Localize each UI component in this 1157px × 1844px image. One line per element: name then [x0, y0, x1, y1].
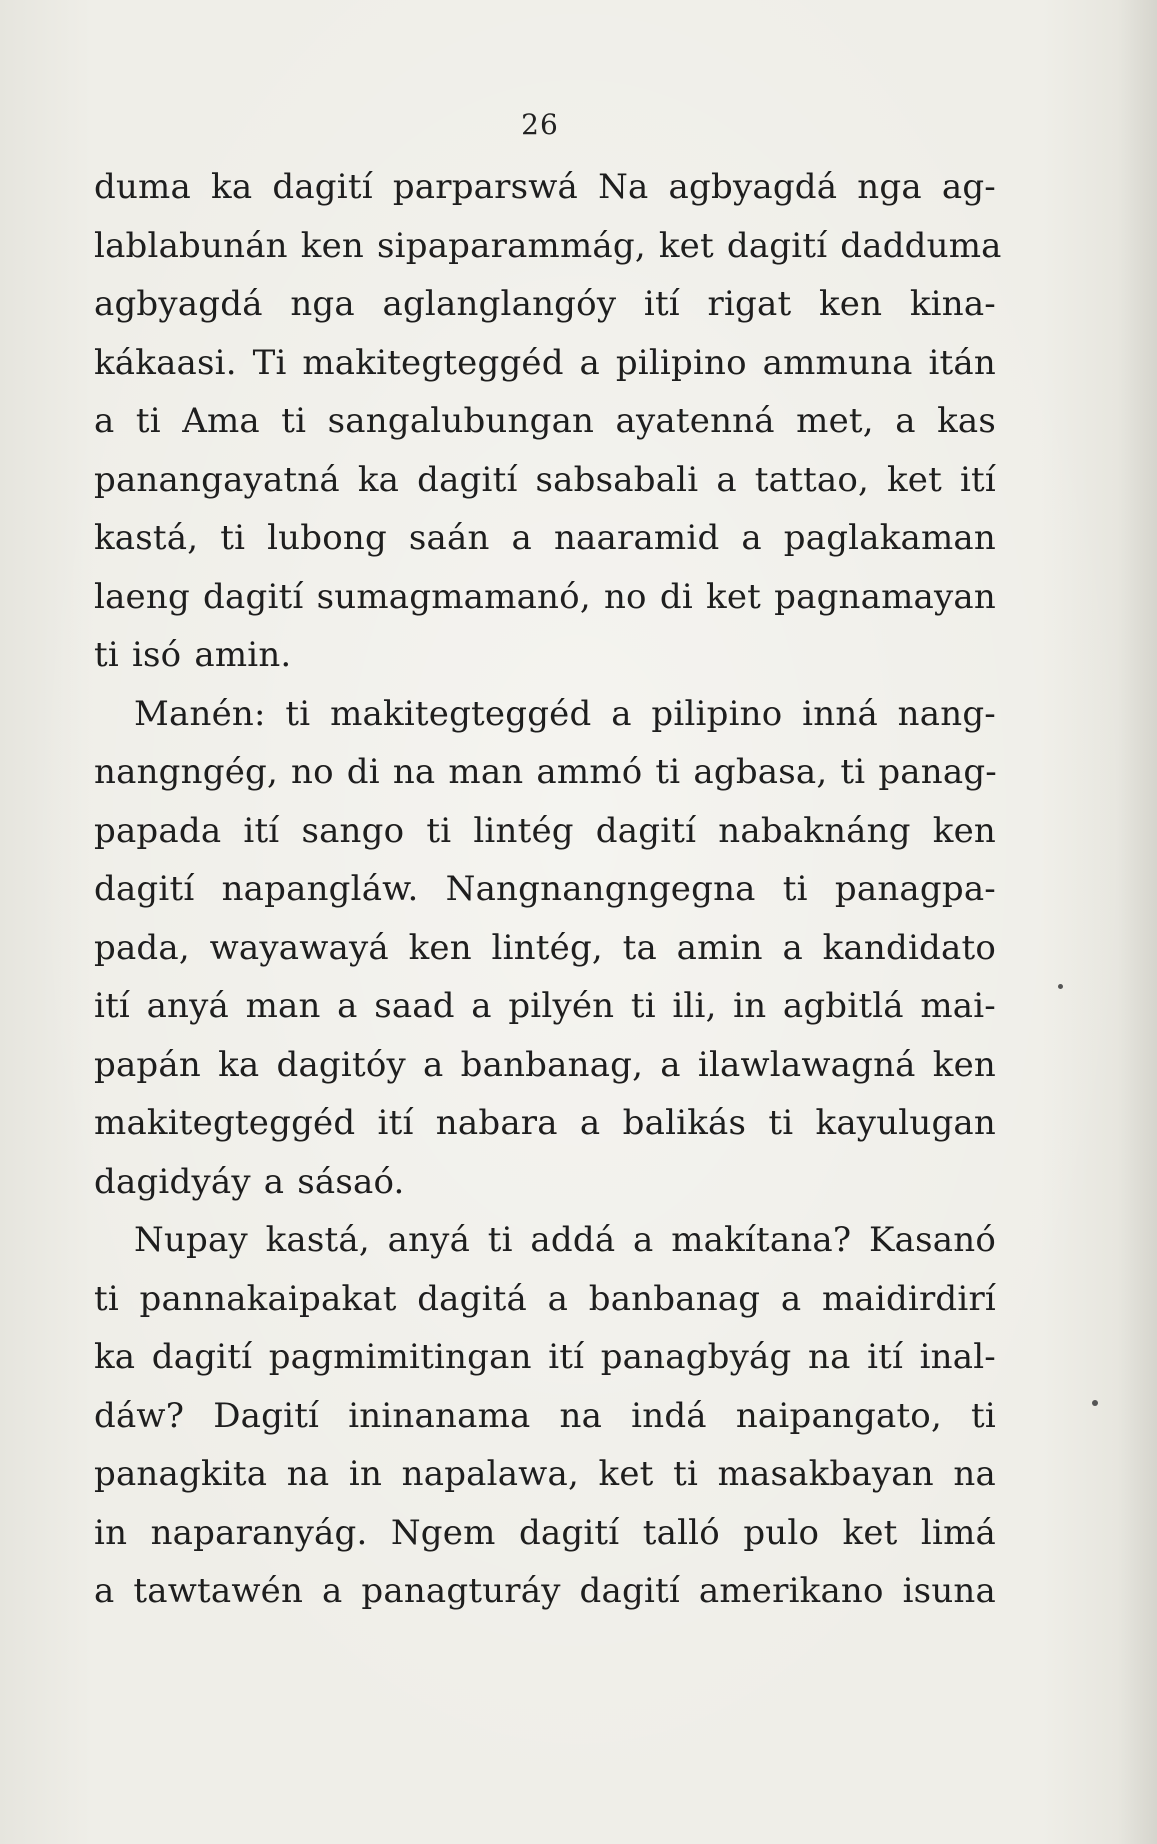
text-line: panagkita na in napalawa, ket ti masakbayan na: [94, 1454, 996, 1494]
text-line: papada ití sango ti lintég dagití nabaknáng ken: [94, 810, 996, 851]
page-edge-shadow: [1117, 0, 1157, 1844]
text-line: laeng dagití sumagmamanó, no di ket pagnamayan: [94, 576, 996, 617]
text-line: pada, wayawayá ken lintég, ta amin a kandidato: [94, 927, 996, 968]
ink-speck: [1092, 1400, 1098, 1406]
text-line: papán ka dagitóy a banbanag, a ilawlawagná ken: [94, 1044, 996, 1085]
text-line: a tawtawén a panagturáy dagití amerikano isuna: [94, 1571, 996, 1611]
text-line: Nupay kastá, anyá ti addá a makítana? Kasanó: [134, 1220, 996, 1260]
text-line: Manén: ti makitegteggéd a pilipino inná nang-: [134, 693, 996, 734]
text-line: dagidyáy a sásaó.: [94, 1161, 405, 1202]
page-number: 26: [521, 108, 559, 141]
text-line: a ti Ama ti sangalubungan ayatenná met, a kas: [94, 401, 996, 441]
text-line: ti isó amin.: [94, 635, 292, 675]
text-line: nangngég, no di na man ammó ti agbasa, ti panag-: [94, 752, 997, 792]
text-line: lablabunán ken sipaparammág, ket dagití dadduma: [94, 225, 1002, 266]
text-line: ti pannakaipakat dagitá a banbanag a maidirdirí: [94, 1278, 996, 1319]
text-line: panangayatná ka dagití sabsabali a tattao, ket ití: [94, 459, 996, 500]
text-line: makitegteggéd ití nabara a balikás ti kayulugan: [94, 1103, 996, 1143]
text-line: kákaasi. Ti makitegteggéd a pilipino ammuna itán: [94, 342, 996, 383]
text-line: kastá, ti lubong saán a naaramid a paglakaman: [94, 518, 996, 558]
text-line: dáw? Dagití ininanama na indá naipangato, ti: [94, 1395, 996, 1436]
text-line: dagití napangláw. Nangnangngegna ti panagpa-: [94, 869, 996, 909]
text-line: agbyagdá nga aglanglangóy ití rigat ken kina-: [94, 284, 996, 324]
ink-speck: [1058, 984, 1063, 989]
text-line: ka dagití pagmimitingan ití panagbyág na ití inal-: [94, 1337, 996, 1377]
text-line: duma ka dagití parparswá Na agbyagdá nga ag-: [94, 167, 996, 207]
body-text: [94, 158, 1002, 1621]
text-line: ití anyá man a saad a pilyén ti ili, in agbitlá mai-: [94, 986, 996, 1026]
text-line: in naparanyág. Ngem dagití talló pulo ket limá: [94, 1512, 996, 1553]
